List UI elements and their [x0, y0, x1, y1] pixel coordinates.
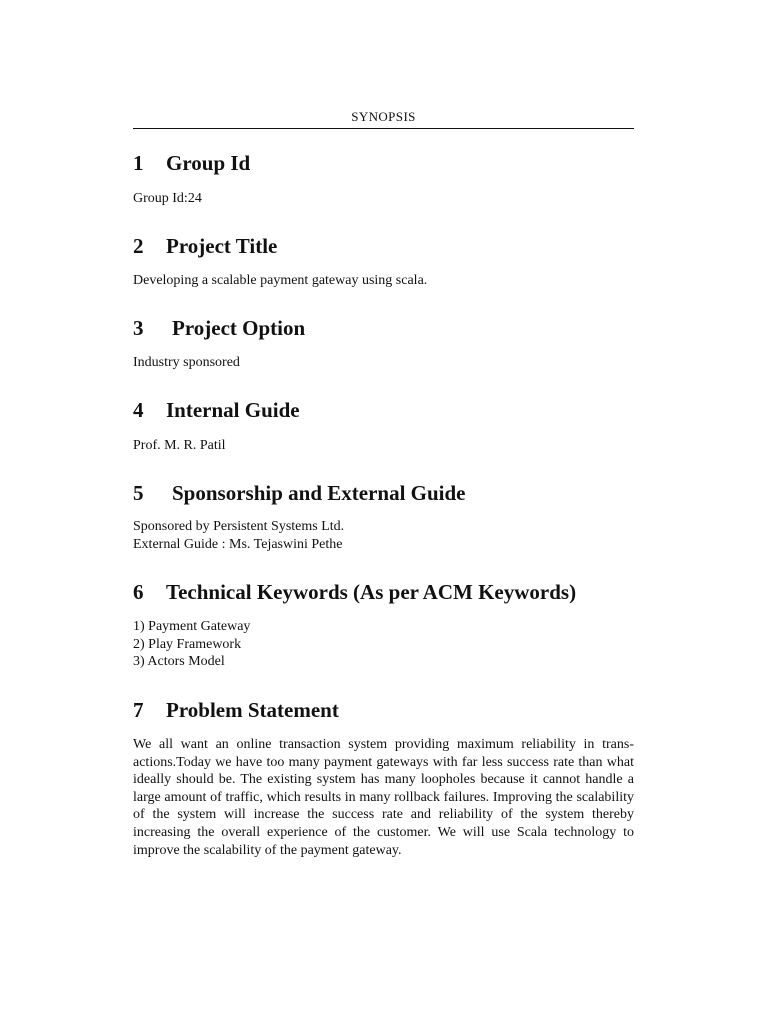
section-title: Problem Statement: [166, 698, 339, 722]
keyword-item: 3) Actors Model: [133, 654, 225, 670]
section-3-body: [133, 354, 634, 372]
section-3-heading: [133, 318, 305, 339]
section-number: 5: [133, 481, 144, 505]
header-rule: [133, 128, 634, 129]
section-6-heading: [133, 582, 576, 603]
section-1-heading: [133, 153, 250, 174]
section-4-body: [133, 437, 634, 455]
section-title: Sponsorship and External Guide: [172, 481, 466, 505]
body-line: Developing a scalable payment gateway using scala.: [133, 273, 428, 288]
body-line: Group Id:24: [133, 191, 202, 206]
body-line: External Guide : Ms. Tejaswini Pethe: [133, 536, 343, 552]
body-line: Sponsored by Persistent Systems Ltd.: [133, 519, 345, 534]
section-5-heading: [133, 483, 466, 504]
section-number: 4: [133, 398, 144, 422]
section-number: 1: [133, 151, 144, 175]
section-7-heading: [133, 700, 339, 721]
keyword-item: 2) Play Framework: [133, 636, 242, 652]
problem-statement-paragraph: We all want an online transaction system providing maximum reliability in transactions.Today we have too many payment gateways with far less success rate than what ideally should be. The existing system has many loopholes because it cannot handle a large amount of traffic, which results in many rollback failures. Improving the scalability of the system will increase the success rate and reliability of the system thereby increasing the overall experience of the customer. We will use Scala technology to improve the scalability of the payment gateway.: [133, 737, 634, 858]
body-line: Prof. M. R. Patil: [133, 438, 226, 453]
body-line: Industry sponsored: [133, 355, 240, 370]
section-title: Internal Guide: [166, 398, 300, 422]
section-number: 2: [133, 234, 144, 258]
section-title: Project Option: [172, 316, 306, 340]
section-2-heading: [133, 236, 277, 257]
running-head: SYNOPSIS: [351, 109, 416, 124]
section-number: 7: [133, 698, 144, 722]
section-title: Project Title: [166, 234, 278, 258]
section-number: 6: [133, 580, 144, 604]
section-title: Group Id: [166, 151, 251, 175]
section-6-body: [133, 618, 634, 671]
section-1-body: [133, 190, 634, 208]
section-2-body: [133, 272, 634, 290]
section-number: 3: [133, 316, 144, 340]
section-5-body: [133, 518, 634, 553]
keyword-item: 1) Payment Gateway: [133, 619, 251, 634]
section-4-heading: [133, 400, 300, 421]
section-title: Technical Keywords (As per ACM Keywords): [166, 580, 577, 604]
